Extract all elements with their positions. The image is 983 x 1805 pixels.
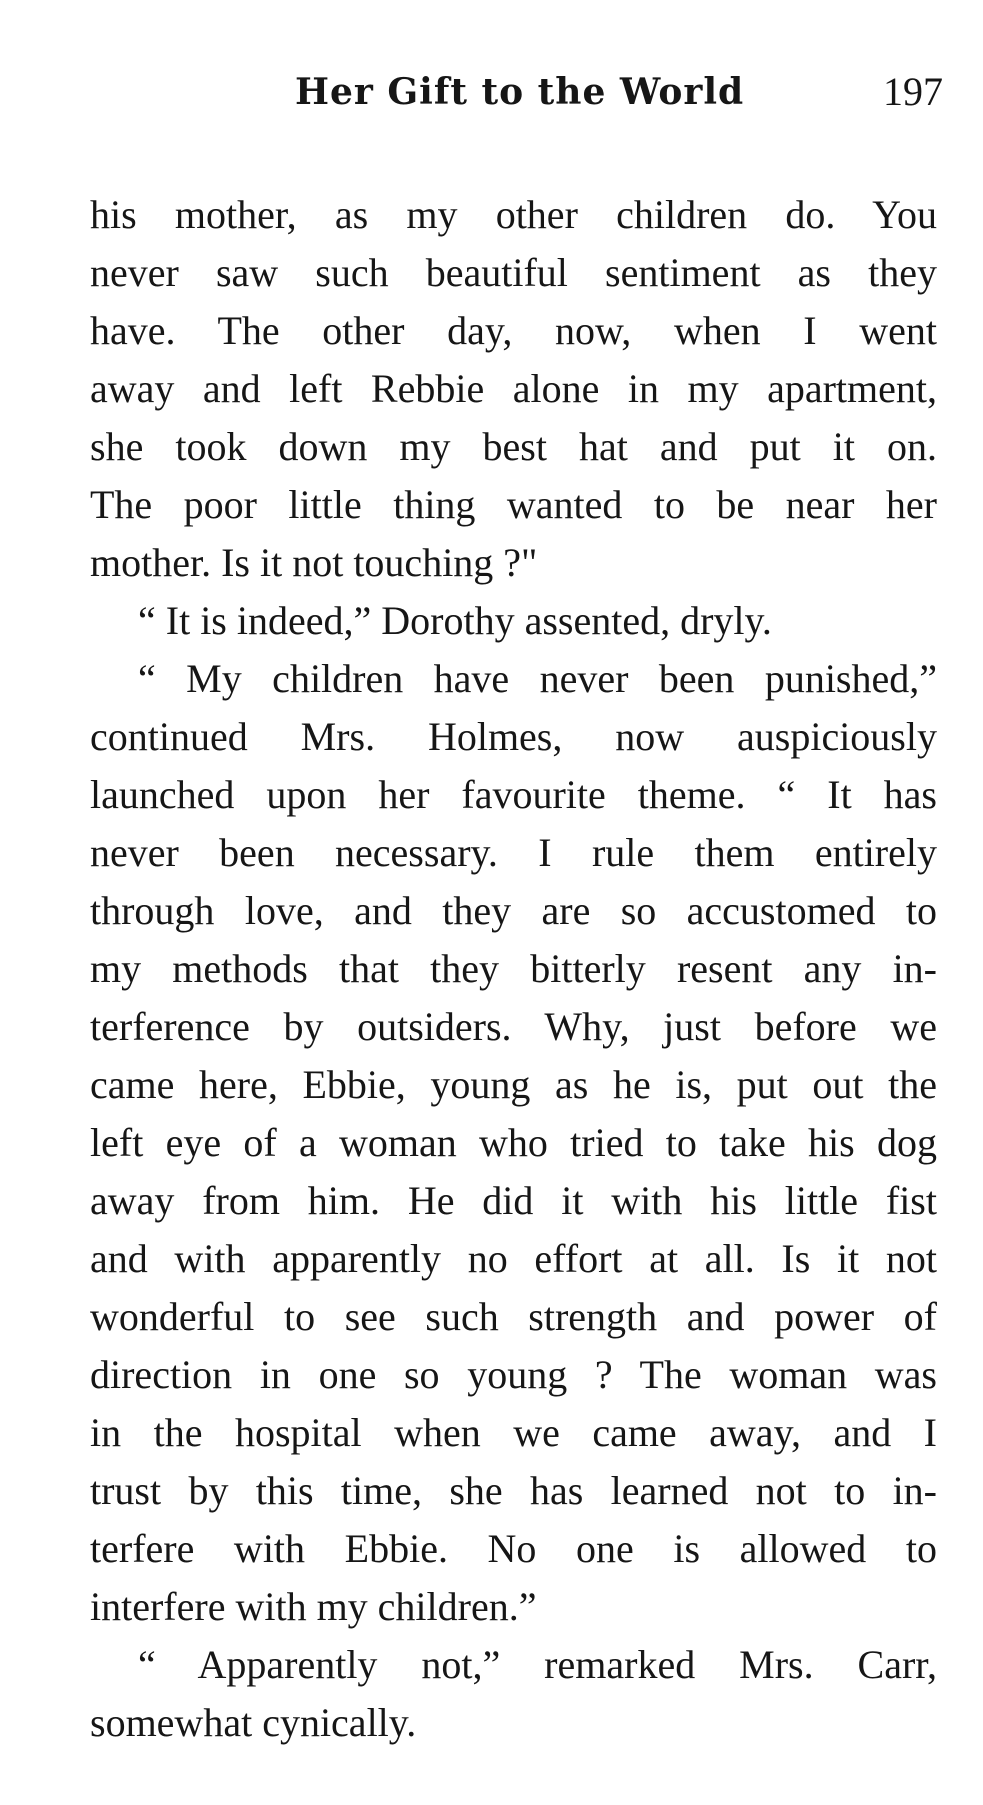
text-line: “ My children have never been punished,” — [138, 656, 937, 701]
running-title: Her Gift to the World — [295, 71, 745, 113]
text-line: interfere with my children.” — [90, 1584, 537, 1629]
text-line: never been necessary. I rule them entirely — [90, 830, 937, 875]
text-line: somewhat cynically. — [90, 1700, 417, 1745]
text-line: “ It is indeed,” Dorothy assented, dryly. — [138, 598, 772, 643]
text-line: terfere with Ebbie. No one is allowed to — [90, 1526, 937, 1571]
text-line: wonderful to see such strength and power of — [90, 1294, 937, 1339]
text-line: direction in one so young ? The woman was — [90, 1352, 937, 1397]
text-line: through love, and they are so accustomed to — [90, 888, 937, 933]
text-line: launched upon her favourite theme. “ It has — [90, 772, 937, 817]
text-line: terference by outsiders. Why, just before we — [90, 1004, 937, 1049]
text-line: The poor little thing wanted to be near her — [90, 482, 937, 527]
body-text — [90, 186, 937, 1752]
text-line: never saw such beautiful sentiment as they — [90, 250, 937, 295]
text-line: mother. Is it not touching ?" — [90, 540, 538, 585]
text-line: my methods that they bitterly resent any in- — [90, 946, 937, 991]
text-line: trust by this time, she has learned not to in- — [90, 1468, 937, 1513]
text-line: left eye of a woman who tried to take his dog — [90, 1120, 937, 1165]
text-line: “ Apparently not,” remarked Mrs. Carr, — [138, 1642, 937, 1687]
text-line: away and left Rebbie alone in my apartment, — [90, 366, 937, 411]
text-line: have. The other day, now, when I went — [90, 308, 937, 353]
page-number: 197 — [883, 69, 943, 114]
text-line: continued Mrs. Holmes, now auspiciously — [90, 714, 937, 759]
running-head — [0, 62, 983, 122]
text-line: in the hospital when we came away, and I — [90, 1410, 937, 1455]
text-line: came here, Ebbie, young as he is, put out the — [90, 1062, 937, 1107]
text-line: and with apparently no effort at all. Is it not — [90, 1236, 937, 1281]
text-line: his mother, as my other children do. You — [90, 192, 937, 237]
text-line: away from him. He did it with his little fist — [90, 1178, 937, 1223]
text-line: she took down my best hat and put it on. — [90, 424, 937, 469]
